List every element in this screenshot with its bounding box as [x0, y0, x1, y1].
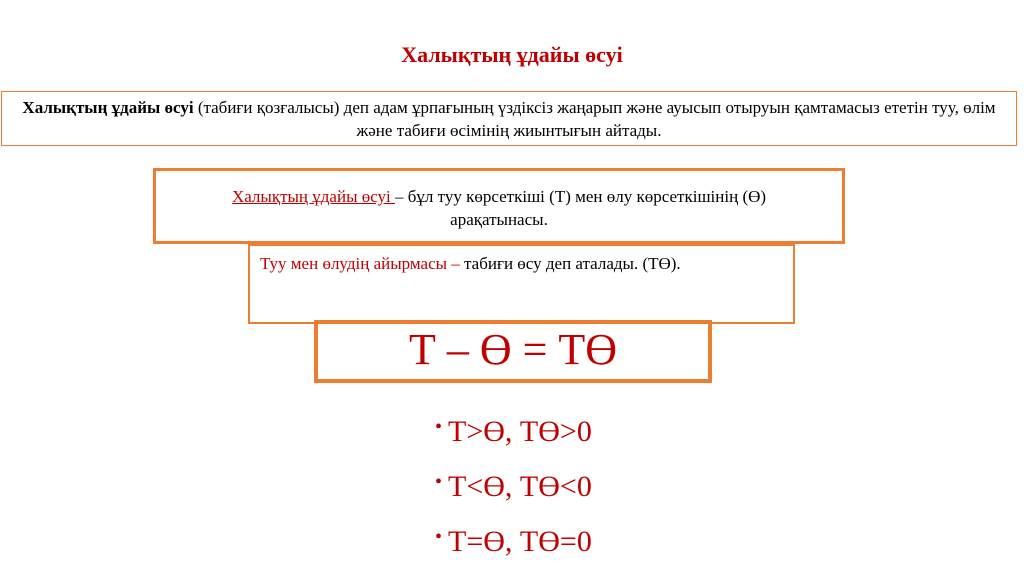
- bullet-icon: •: [435, 471, 443, 493]
- condition-text: Т=Ө, ТӨ=0: [448, 525, 592, 558]
- condition-list: [435, 402, 592, 567]
- condition-item: [435, 457, 592, 512]
- condition-text: Т<Ө, ТӨ<0: [448, 470, 592, 503]
- bullet-icon: •: [435, 416, 443, 438]
- bullet-icon: •: [435, 526, 443, 548]
- condition-item: [435, 402, 592, 457]
- condition-item: [435, 512, 592, 567]
- difference-text: табиғи өсу деп аталады. (ТӨ).: [459, 254, 681, 273]
- definition-text: (табиғи қозғалысы) деп адам ұрпағының үздіксіз жаңарып және ауысып отыруын қамтамасыз ететін туу, өлім және табиғи өсімінің жиынтығын айтады.: [193, 98, 996, 140]
- page-title: Халықтың ұдайы өсуі: [401, 42, 623, 67]
- ratio-box: [153, 168, 845, 244]
- formula-box: Т – Ө = ТӨ: [314, 320, 712, 383]
- difference-term: Туу мен өлудің айырмасы –: [260, 254, 460, 273]
- condition-text: Т>Ө, ТӨ>0: [448, 415, 592, 448]
- difference-box: [248, 244, 795, 324]
- ratio-term: Халықтың ұдайы өсуі: [231, 187, 396, 206]
- ratio-text: – бұл туу көрсеткіші (Т) мен өлу көрсеткішінің (Ө) арақатынасы.: [395, 187, 767, 229]
- definition-box: [1, 91, 1017, 146]
- definition-term: Халықтың ұдайы өсуі: [22, 98, 194, 117]
